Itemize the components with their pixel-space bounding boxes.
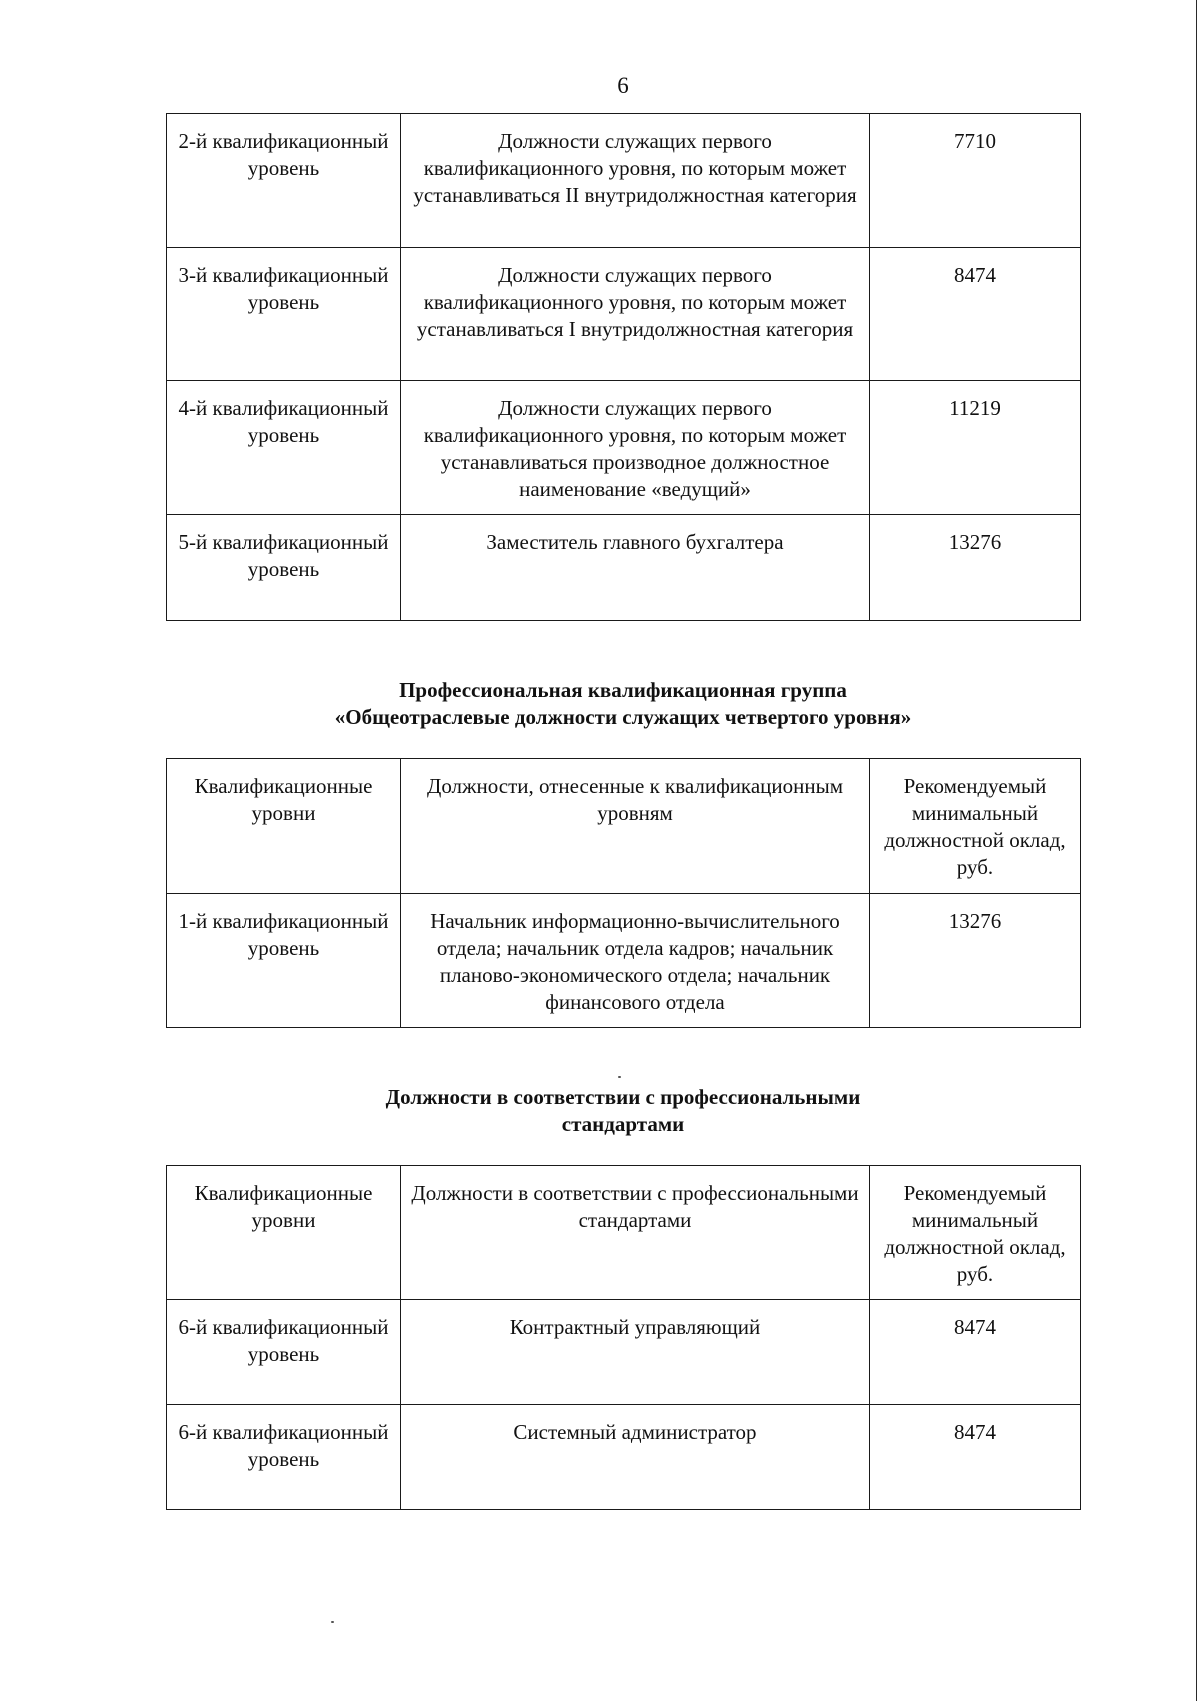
table-header-row: [167, 759, 1081, 894]
heading-line: стандартами: [561, 1112, 685, 1136]
positions-cell: Системный администратор: [401, 1405, 870, 1510]
table-row: [167, 1405, 1081, 1510]
positions-cell: Контрактный управляющий: [401, 1300, 870, 1405]
positions-cell: Должности служащих первого квалификационного уровня, по которым может устанавливаться I внутридолжностная категория: [401, 248, 870, 381]
positions-cell: Заместитель главного бухгалтера: [401, 515, 870, 621]
positions-cell: Начальник информационно-вычислительного отдела; начальник отдела кадров; начальник планово-экономического отдела; начальник финансового отдела: [401, 894, 870, 1028]
scan-edge-line: [1196, 0, 1198, 1701]
table-row: [167, 381, 1081, 515]
table-header-row: [167, 1166, 1081, 1300]
level-cell: 3-й квалификационный уровень: [167, 248, 401, 381]
page-number: 6: [617, 73, 629, 98]
salary-cell: 13276: [870, 515, 1081, 621]
table-row: [167, 114, 1081, 248]
salary-cell: 7710: [870, 114, 1081, 248]
heading-line: Профессиональная квалификационная группа: [399, 678, 847, 702]
salary-cell: 8474: [870, 1300, 1081, 1405]
section-heading-standards: [166, 1084, 1080, 1138]
salary-table-fourth-level: [166, 758, 1081, 1028]
header-salary: Рекомендуемый минимальный должностной оклад, руб.: [870, 1166, 1081, 1300]
header-levels: Квалификационные уровни: [167, 1166, 401, 1300]
salary-cell: 11219: [870, 381, 1081, 515]
table-row: [167, 894, 1081, 1028]
level-cell: 4-й квалификационный уровень: [167, 381, 401, 515]
level-cell: 1-й квалификационный уровень: [167, 894, 401, 1028]
salary-table-standards: [166, 1165, 1081, 1510]
section-heading-fourth-level: [166, 677, 1080, 731]
salary-cell: 13276: [870, 894, 1081, 1028]
scan-speck: [331, 1621, 334, 1623]
header-levels: Квалификационные уровни: [167, 759, 401, 894]
scan-speck: [618, 1076, 621, 1078]
salary-table-continued: [166, 113, 1081, 621]
table-row: [167, 1300, 1081, 1405]
level-cell: 6-й квалификационный уровень: [167, 1405, 401, 1510]
table-row: [167, 248, 1081, 381]
level-cell: 6-й квалификационный уровень: [167, 1300, 401, 1405]
salary-cell: 8474: [870, 248, 1081, 381]
header-salary: Рекомендуемый минимальный должностной оклад, руб.: [870, 759, 1081, 894]
heading-line: Должности в соответствии с профессиональными: [385, 1085, 861, 1109]
header-positions: Должности, отнесенные к квалификационным уровням: [401, 759, 870, 894]
positions-cell: Должности служащих первого квалификационного уровня, по которым может устанавливаться II внутридолжностная категория: [401, 114, 870, 248]
positions-cell: Должности служащих первого квалификационного уровня, по которым может устанавливаться производное должностное наименование «ведущий»: [401, 381, 870, 515]
header-positions: Должности в соответствии с профессиональными стандартами: [401, 1166, 870, 1300]
level-cell: 2-й квалификационный уровень: [167, 114, 401, 248]
heading-line: «Общеотраслевые должности служащих четвертого уровня»: [334, 705, 912, 729]
table-row: [167, 515, 1081, 621]
salary-cell: 8474: [870, 1405, 1081, 1510]
level-cell: 5-й квалификационный уровень: [167, 515, 401, 621]
